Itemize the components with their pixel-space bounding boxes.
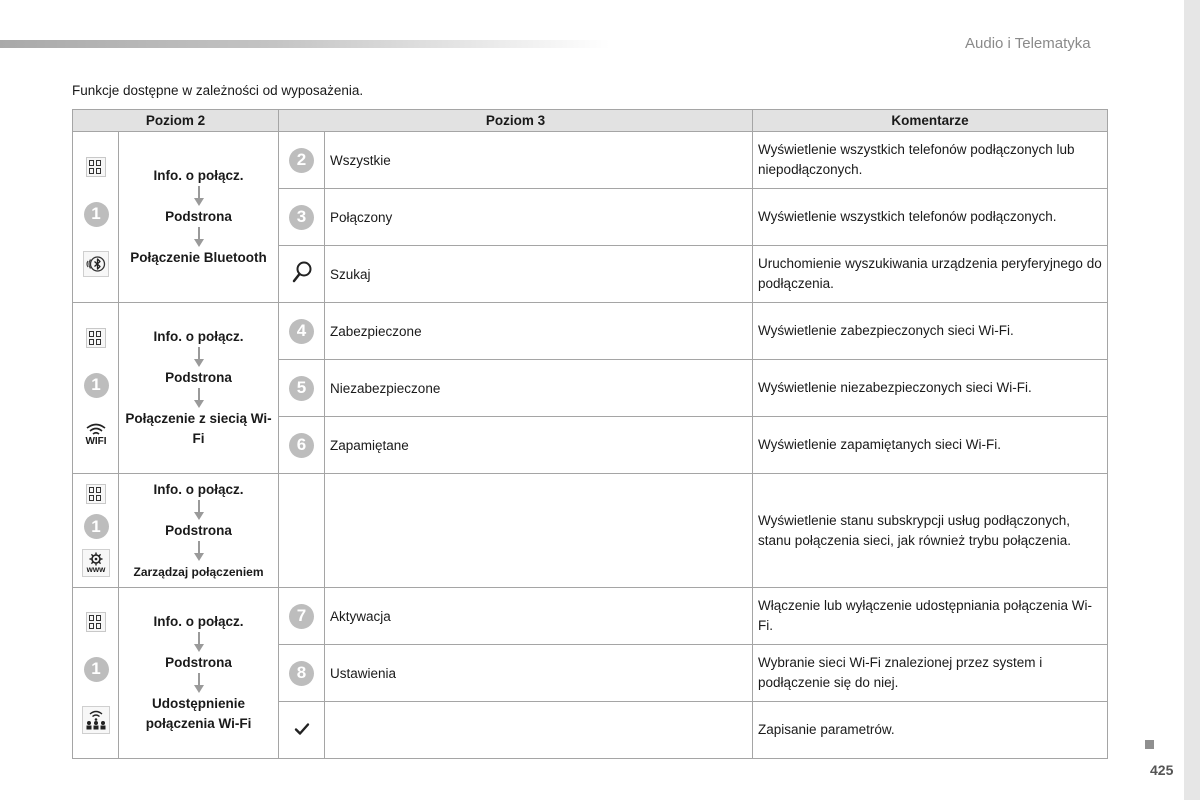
icon-column	[73, 303, 119, 474]
step-1-badge: 1	[84, 514, 109, 539]
header-comments: Komentarze	[753, 110, 1108, 132]
icon-column	[73, 474, 119, 588]
step-5-badge: 5	[289, 376, 314, 401]
level2-step: Podstrona	[165, 522, 232, 538]
level2-cell	[119, 132, 279, 303]
level2-step: Info. o połącz.	[153, 481, 244, 497]
level2-step: Połączenie z siecią Wi-Fi	[125, 411, 272, 446]
level2-step: Podstrona	[165, 655, 232, 670]
badge-cell	[279, 417, 325, 474]
level3-label	[325, 702, 753, 759]
arrow-down-icon	[193, 227, 205, 248]
level3-label: Wszystkie	[325, 132, 753, 189]
badge-cell	[279, 474, 325, 588]
level3-label: Zapamiętane	[325, 417, 753, 474]
step-2-badge: 2	[289, 148, 314, 173]
comment-cell: Wyświetlenie wszystkich telefonów podłączonych lub niepodłączonych.	[753, 132, 1108, 189]
level2-cell	[119, 474, 279, 588]
arrow-down-icon	[193, 500, 205, 521]
step-7-badge: 7	[289, 604, 314, 629]
level3-label: Zabezpieczone	[325, 303, 753, 360]
step-1-badge: 1	[84, 373, 109, 398]
wifi-icon	[83, 422, 109, 448]
comment-cell: Wyświetlenie zabezpieczonych sieci Wi-Fi.	[753, 303, 1108, 360]
level2-cell	[119, 588, 279, 759]
step-1-badge: 1	[84, 657, 109, 682]
level2-step: Podstrona	[165, 370, 232, 385]
search-icon	[290, 260, 314, 286]
grid-icon	[86, 484, 106, 504]
comment-cell: Wyświetlenie niezabezpieczonych sieci Wi-Fi.	[753, 360, 1108, 417]
level2-step: Udostępnienie połączenia Wi-Fi	[145, 696, 252, 731]
badge-cell	[279, 645, 325, 702]
arrow-down-icon	[193, 347, 205, 368]
icon-column	[73, 588, 119, 759]
level2-step: Zarządzaj połączeniem	[133, 564, 264, 579]
level2-step: Połączenie Bluetooth	[130, 250, 267, 265]
hotspot-icon	[82, 706, 110, 734]
www-label: www	[86, 565, 106, 574]
level3-label	[325, 474, 753, 588]
comment-cell: Uruchomienie wyszukiwania urządzenia peryferyjnego do podłączenia.	[753, 246, 1108, 303]
step-6-badge: 6	[289, 433, 314, 458]
step-8-badge: 8	[289, 661, 314, 686]
badge-cell	[279, 189, 325, 246]
grid-icon	[86, 612, 106, 632]
level2-step: Info. o połącz.	[153, 614, 244, 629]
comment-cell: Wybranie sieci Wi-Fi znalezionej przez system i podłączenie się do niej.	[753, 645, 1108, 702]
icon-column	[73, 132, 119, 303]
check-icon	[294, 722, 310, 736]
table-header-row	[73, 110, 1108, 132]
section-title: Audio i Telematyka	[965, 35, 1091, 52]
header-gradient-bar	[0, 40, 610, 48]
step-3-badge: 3	[289, 205, 314, 230]
table-row	[73, 303, 1108, 360]
page-edge-strip	[1184, 0, 1200, 800]
level3-label: Aktywacja	[325, 588, 753, 645]
badge-cell	[279, 132, 325, 189]
page-number: 425	[1150, 762, 1174, 778]
page-marker	[1145, 740, 1154, 749]
badge-cell	[279, 246, 325, 303]
badge-cell	[279, 588, 325, 645]
header-level3: Poziom 3	[279, 110, 753, 132]
arrow-down-icon	[193, 388, 205, 409]
grid-icon	[86, 328, 106, 348]
level2-step: Podstrona	[165, 209, 232, 224]
level3-label: Połączony	[325, 189, 753, 246]
table-row	[73, 474, 1108, 588]
comment-cell: Wyświetlenie zapamiętanych sieci Wi-Fi.	[753, 417, 1108, 474]
step-1-badge: 1	[84, 202, 109, 227]
grid-icon	[86, 157, 106, 177]
level2-step: Info. o połącz.	[153, 329, 244, 344]
arrow-down-icon	[193, 632, 205, 653]
arrow-down-icon	[193, 541, 205, 562]
table-row	[73, 588, 1108, 645]
bluetooth-icon	[83, 251, 109, 277]
comment-cell: Włączenie lub wyłączenie udostępniania połączenia Wi-Fi.	[753, 588, 1108, 645]
intro-text: Funkcje dostępne w zależności od wyposażenia.	[72, 83, 364, 98]
level3-label: Ustawienia	[325, 645, 753, 702]
table-row	[73, 132, 1108, 189]
badge-cell	[279, 360, 325, 417]
comment-cell: Zapisanie parametrów.	[753, 702, 1108, 759]
header-level2: Poziom 2	[73, 110, 279, 132]
www-gear-icon	[82, 549, 110, 577]
comment-cell: Wyświetlenie wszystkich telefonów podłączonych.	[753, 189, 1108, 246]
badge-cell	[279, 702, 325, 759]
level2-cell	[119, 303, 279, 474]
functions-table	[72, 109, 1108, 759]
arrow-down-icon	[193, 673, 205, 694]
step-4-badge: 4	[289, 319, 314, 344]
comment-cell: Wyświetlenie stanu subskrypcji usług podłączonych, stanu połączenia sieci, jak również trybu połączenia.	[753, 474, 1108, 588]
arrow-down-icon	[193, 186, 205, 207]
level3-label: Szukaj	[325, 246, 753, 303]
wifi-label: WIFI	[85, 436, 107, 448]
level3-label: Niezabezpieczone	[325, 360, 753, 417]
level2-step: Info. o połącz.	[153, 168, 244, 183]
badge-cell	[279, 303, 325, 360]
